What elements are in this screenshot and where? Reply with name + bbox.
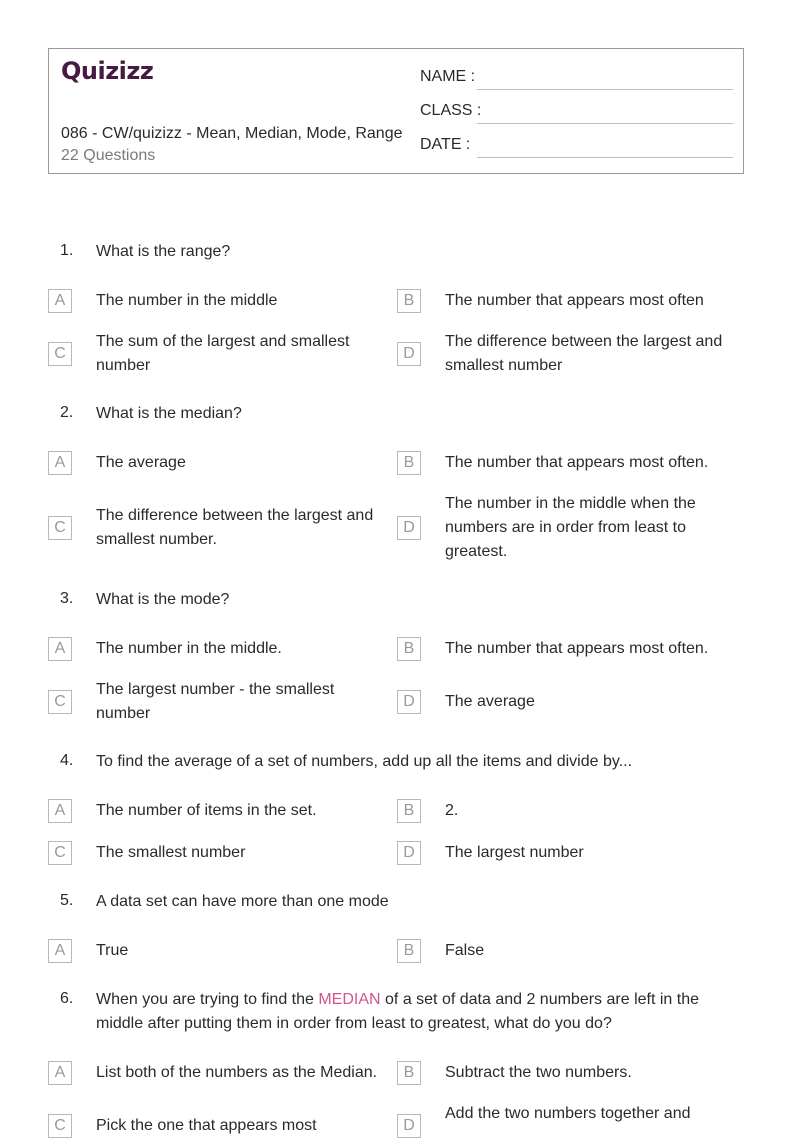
option-text: The average <box>445 693 535 710</box>
option-text: Add the two numbers together and <box>445 1105 691 1122</box>
question-count: 22 Questions <box>61 147 156 164</box>
option-letter-box[interactable]: A <box>48 289 72 313</box>
option-letter-box[interactable]: C <box>48 516 72 540</box>
highlighted-keyword: MEDIAN <box>318 991 381 1008</box>
option-text: The number in the middle when the numbers are in order from least to greatest. <box>445 495 696 560</box>
option-text: The difference between the largest and smallest number <box>445 333 723 374</box>
option-text: The number that appears most often. <box>445 454 709 471</box>
option-letter-box[interactable]: C <box>48 342 72 366</box>
name-line[interactable] <box>477 89 733 90</box>
option-text: The number that appears most often <box>445 292 704 309</box>
worksheet-header <box>48 48 744 174</box>
option-letter-box[interactable]: A <box>48 637 72 661</box>
name-label: NAME : <box>420 68 476 85</box>
option-text: The largest number <box>445 844 584 861</box>
question-text: What is the mode? <box>96 591 230 608</box>
question-text: To find the average of a set of numbers, add up all the items and divide by... <box>96 753 633 770</box>
worksheet-title: 086 - CW/quizizz - Mean, Median, Mode, Range <box>61 125 403 142</box>
option-text: Pick the one that appears most <box>96 1117 317 1134</box>
option-letter-box[interactable]: C <box>48 1114 72 1138</box>
option-text: 2. <box>445 802 459 819</box>
option-letter-box[interactable]: D <box>397 516 421 540</box>
option-letter-box[interactable]: D <box>397 342 421 366</box>
option-letter-box[interactable]: D <box>397 1114 421 1138</box>
option-letter-box[interactable]: B <box>397 939 421 963</box>
question-text: What is the median? <box>96 405 242 422</box>
option-letter-box[interactable]: C <box>48 841 72 865</box>
option-text: The difference between the largest and smallest number. <box>96 507 374 548</box>
question-number: 4. <box>60 752 74 769</box>
question-number: 1. <box>60 242 74 259</box>
option-text: The number in the middle. <box>96 640 282 657</box>
option-text: The sum of the largest and smallest number <box>96 333 350 374</box>
option-letter-box[interactable]: A <box>48 451 72 475</box>
question-text: A data set can have more than one mode <box>96 893 389 910</box>
date-label: DATE : <box>420 136 471 153</box>
question-number: 6. <box>60 990 74 1007</box>
question-text-part: When you are trying to find the <box>96 991 319 1008</box>
option-letter-box[interactable]: B <box>397 451 421 475</box>
option-text: The number in the middle <box>96 292 278 309</box>
option-letter-box[interactable]: D <box>397 690 421 714</box>
option-letter-box[interactable]: B <box>397 637 421 661</box>
date-line[interactable] <box>477 157 733 158</box>
option-text: False <box>445 942 485 959</box>
option-text: The largest number - the smallest number <box>96 681 335 722</box>
option-letter-box[interactable]: A <box>48 799 72 823</box>
option-letter-box[interactable]: D <box>397 841 421 865</box>
question-text: What is the range? <box>96 243 231 260</box>
question-number: 2. <box>60 404 74 421</box>
question-text-part: of a set of data and 2 numbers are left in the middle after putting them in order from least to greatest, what do you do? <box>96 991 699 1032</box>
option-letter-box[interactable]: B <box>397 1061 421 1085</box>
option-text: The number of items in the set. <box>96 802 317 819</box>
option-text: List both of the numbers as the Median. <box>96 1064 378 1081</box>
option-letter-box[interactable]: B <box>397 799 421 823</box>
option-text: The smallest number <box>96 844 246 861</box>
question-number: 5. <box>60 892 74 909</box>
option-text: The number that appears most often. <box>445 640 709 657</box>
option-letter-box[interactable]: A <box>48 939 72 963</box>
class-line[interactable] <box>477 123 733 124</box>
option-text: The average <box>96 454 186 471</box>
option-text: Subtract the two numbers. <box>445 1064 632 1081</box>
option-letter-box[interactable]: B <box>397 289 421 313</box>
quizizz-logo: Quizizz <box>61 57 154 85</box>
option-letter-box[interactable]: A <box>48 1061 72 1085</box>
question-text <box>96 988 736 1036</box>
question-number: 3. <box>60 590 74 607</box>
option-text: True <box>96 942 129 959</box>
class-label: CLASS : <box>420 102 482 119</box>
option-letter-box[interactable]: C <box>48 690 72 714</box>
